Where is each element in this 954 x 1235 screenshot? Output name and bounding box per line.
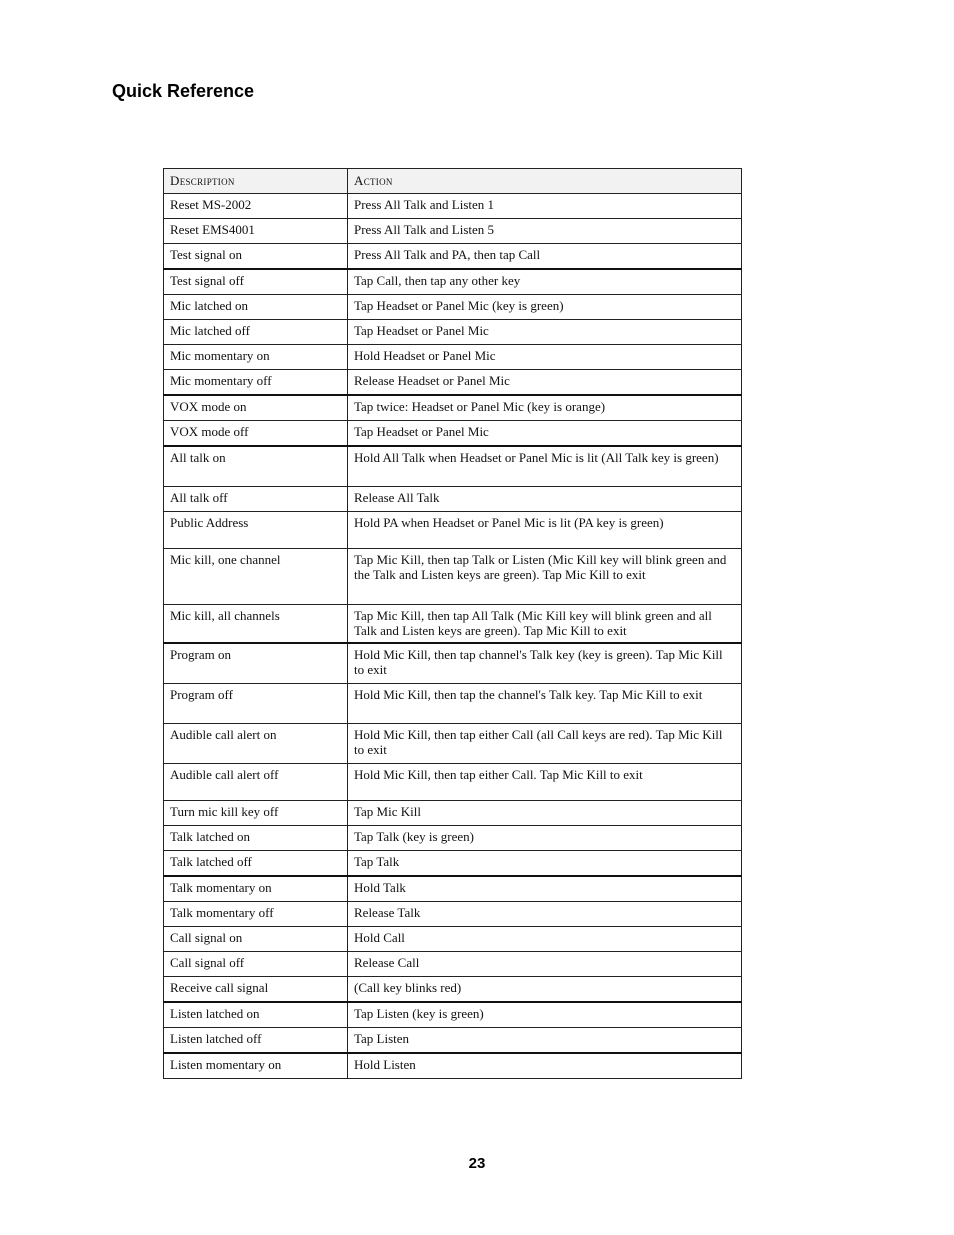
description-cell: Mic momentary off [164,370,348,396]
action-cell: Tap Talk [348,851,742,877]
header-action: Action [348,169,742,194]
action-cell: Tap Call, then tap any other key [348,269,742,295]
table-row [164,684,742,724]
description-cell: Mic latched on [164,295,348,320]
description-cell: Listen latched on [164,1002,348,1028]
action-cell: Tap Mic Kill, then tap Talk or Listen (Mic Kill key will blink green and the Talk and Listen keys are green). Tap Mic Kill to exit [348,549,742,605]
table-row [164,269,742,295]
action-cell: Tap Headset or Panel Mic (key is green) [348,295,742,320]
action-cell: Tap Mic Kill [348,801,742,826]
description-cell: Listen latched off [164,1028,348,1054]
description-cell: Call signal off [164,952,348,977]
page-number: 23 [468,1155,486,1172]
action-cell: Hold Listen [348,1053,742,1079]
action-cell: Hold Mic Kill, then tap channel's Talk key (key is green). Tap Mic Kill to exit [348,643,742,684]
table-row [164,605,742,644]
description-cell: Talk latched off [164,851,348,877]
description-cell: Reset MS-2002 [164,194,348,219]
action-cell: Hold Talk [348,876,742,902]
action-cell: Tap twice: Headset or Panel Mic (key is orange) [348,395,742,421]
description-cell: Mic latched off [164,320,348,345]
action-cell: Press All Talk and Listen 1 [348,194,742,219]
quick-reference-table [163,168,742,1079]
table-row [164,421,742,447]
table-header-row [164,169,742,194]
description-cell: Program off [164,684,348,724]
description-cell: Test signal off [164,269,348,295]
description-cell: Talk latched on [164,826,348,851]
table-row [164,512,742,549]
description-cell: Talk momentary on [164,876,348,902]
action-cell: Tap Headset or Panel Mic [348,320,742,345]
table-row [164,1028,742,1054]
table-row [164,724,742,764]
table-row [164,801,742,826]
description-cell: Mic kill, one channel [164,549,348,605]
table-row [164,194,742,219]
table-row [164,320,742,345]
action-cell: Tap Talk (key is green) [348,826,742,851]
description-cell: Mic momentary on [164,345,348,370]
description-cell: Talk momentary off [164,902,348,927]
table-row [164,219,742,244]
action-cell: Release All Talk [348,487,742,512]
description-cell: All talk on [164,446,348,487]
description-cell: Receive call signal [164,977,348,1003]
action-cell: Hold PA when Headset or Panel Mic is lit (PA key is green) [348,512,742,549]
description-cell: Program on [164,643,348,684]
action-cell: Hold Headset or Panel Mic [348,345,742,370]
page-title: Quick Reference [112,81,255,101]
table-row [164,1053,742,1079]
table-row [164,643,742,684]
action-cell: Press All Talk and Listen 5 [348,219,742,244]
action-cell: Hold Mic Kill, then tap either Call. Tap Mic Kill to exit [348,764,742,801]
table-row [164,345,742,370]
description-cell: Turn mic kill key off [164,801,348,826]
table-row [164,927,742,952]
description-cell: All talk off [164,487,348,512]
action-cell: Release Talk [348,902,742,927]
table-row [164,395,742,421]
description-cell: Audible call alert off [164,764,348,801]
action-cell: Release Call [348,952,742,977]
table-row [164,370,742,396]
table-row [164,902,742,927]
description-cell: Test signal on [164,244,348,270]
action-cell: Release Headset or Panel Mic [348,370,742,396]
description-cell: Reset EMS4001 [164,219,348,244]
action-cell: Hold All Talk when Headset or Panel Mic is lit (All Talk key is green) [348,446,742,487]
table-row [164,826,742,851]
table-row [164,952,742,977]
action-cell: Tap Headset or Panel Mic [348,421,742,447]
description-cell: Call signal on [164,927,348,952]
action-cell: Hold Mic Kill, then tap either Call (all Call keys are red). Tap Mic Kill to exit [348,724,742,764]
table-row [164,876,742,902]
action-cell: Tap Listen (key is green) [348,1002,742,1028]
table-row [164,764,742,801]
table-row [164,977,742,1003]
action-cell: (Call key blinks red) [348,977,742,1003]
description-cell: Listen momentary on [164,1053,348,1079]
description-cell: Mic kill, all channels [164,605,348,644]
table-row [164,487,742,512]
description-cell: VOX mode on [164,395,348,421]
header-description: Description [164,169,348,194]
table-row [164,549,742,605]
table-row [164,244,742,270]
description-cell: Public Address [164,512,348,549]
table-row [164,446,742,487]
action-cell: Tap Listen [348,1028,742,1054]
action-cell: Hold Mic Kill, then tap the channel's Talk key. Tap Mic Kill to exit [348,684,742,724]
table-row [164,295,742,320]
description-cell: VOX mode off [164,421,348,447]
table-row [164,1002,742,1028]
action-cell: Press All Talk and PA, then tap Call [348,244,742,270]
action-cell: Tap Mic Kill, then tap All Talk (Mic Kill key will blink green and all Talk and Listen keys are green). Tap Mic Kill to exit [348,605,742,644]
table-row [164,851,742,877]
action-cell: Hold Call [348,927,742,952]
description-cell: Audible call alert on [164,724,348,764]
